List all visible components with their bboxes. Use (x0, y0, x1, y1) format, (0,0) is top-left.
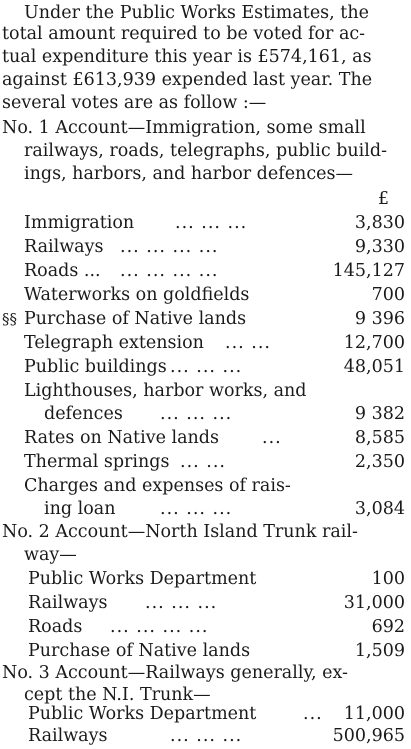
table-row (0, 427, 411, 449)
account2-heading-text: No. 2 Account—North Island Trunk rail- (2, 522, 358, 542)
item-label: Immigration (24, 213, 135, 233)
leader-dots: ... ... ... (170, 357, 243, 377)
leader-dots: ... ... ... (175, 213, 248, 233)
intro-text: Under the Public Works Estimates, the (24, 3, 369, 23)
item-amount: 48,051 (343, 357, 405, 377)
intro-line (0, 92, 411, 114)
item-amount: 9,330 (354, 237, 405, 257)
leader-dots: ... ... ... (160, 499, 233, 519)
item-label: Roads (28, 617, 83, 637)
item-label: Public Works Department (28, 704, 257, 724)
currency-symbol: £ (377, 189, 389, 209)
item-amount: 700 (371, 285, 405, 305)
table-row (0, 498, 411, 520)
item-amount: 31,000 (343, 593, 405, 613)
item-label: Rates on Native lands (24, 428, 219, 448)
intro-line (0, 69, 411, 91)
item-amount: 500,965 (332, 726, 405, 746)
account2-heading-line (0, 521, 411, 543)
item-amount: 100 (371, 569, 405, 589)
item-label: Lighthouses, harbor works, and (24, 381, 307, 401)
account2-heading-line (0, 544, 411, 566)
item-amount: 692 (371, 617, 405, 637)
leader-dots: ... ... ... ... (120, 261, 219, 281)
item-amount: 3,830 (354, 213, 405, 233)
leader-dots: ... (303, 704, 323, 724)
leader-dots: ... ... ... (160, 404, 233, 424)
table-row (0, 592, 411, 614)
table-row (0, 640, 411, 662)
account1-heading-line (0, 140, 411, 162)
item-label: Public Works Department (28, 569, 257, 589)
table-row (0, 308, 411, 330)
intro-line (0, 46, 411, 68)
item-amount: 3,084 (354, 499, 405, 519)
table-row (0, 212, 411, 234)
item-label: defences (44, 404, 123, 424)
item-label: Railways (24, 237, 104, 257)
account1-heading-text: ings, harbors, and harbor defences— (24, 164, 353, 184)
item-label: Roads ... (24, 261, 101, 281)
account3-heading-text: cept the N.I. Trunk— (24, 685, 211, 705)
leader-dots: ... ... (225, 333, 271, 353)
bracket-mark-icon: §§ (2, 310, 17, 328)
item-amount: 1,509 (354, 641, 405, 661)
account1-heading-text: No. 1 Account—Immigration, some small (2, 118, 366, 138)
intro-text: several votes are as follow :— (2, 93, 267, 113)
item-label: Telegraph extension (24, 333, 204, 353)
account2-heading-text: way— (24, 545, 77, 565)
table-row (0, 451, 411, 473)
leader-dots: ... ... ... ... (120, 237, 219, 257)
table-row (0, 725, 411, 747)
account3-heading-text: No. 3 Account—Railways generally, ex- (2, 663, 348, 683)
leader-dots: ... (262, 428, 282, 448)
item-label: Purchase of Native lands (24, 309, 247, 329)
table-row (0, 475, 411, 497)
item-label: ing loan (44, 499, 116, 519)
item-label: Charges and expenses of rais- (24, 476, 291, 496)
table-row (0, 616, 411, 638)
account1-heading-line (0, 117, 411, 139)
item-amount: 145,127 (332, 261, 405, 281)
table-row (0, 236, 411, 258)
leader-dots: ... ... ... (170, 726, 243, 746)
item-amount: 9 382 (354, 404, 405, 424)
item-label: Waterworks on goldfields (24, 285, 250, 305)
account3-heading-line (0, 662, 411, 684)
item-label: Thermal springs (24, 452, 170, 472)
item-amount: 8,585 (354, 428, 405, 448)
item-label: Railways (28, 726, 108, 746)
table-row (0, 356, 411, 378)
item-label: Public buildings (24, 357, 167, 377)
currency-row (0, 188, 411, 210)
table-row (0, 703, 411, 725)
table-row (0, 284, 411, 306)
item-label: Railways (28, 593, 108, 613)
leader-dots: ... ... (180, 452, 226, 472)
account1-heading-line (0, 163, 411, 185)
table-row (0, 403, 411, 425)
leader-dots: ... ... ... (145, 593, 218, 613)
item-amount: 12,700 (343, 333, 405, 353)
intro-text: tual expenditure this year is £574,161, as (2, 47, 372, 67)
item-amount: 2,350 (354, 452, 405, 472)
leader-dots: ... ... ... ... (110, 617, 209, 637)
intro-line (0, 2, 411, 24)
table-row (0, 568, 411, 590)
table-row (0, 260, 411, 282)
intro-text: total amount required to be voted for ac- (2, 24, 366, 44)
item-amount: 9 396 (354, 309, 405, 329)
table-row (0, 332, 411, 354)
item-amount: 11,000 (343, 704, 405, 724)
item-label: Purchase of Native lands (28, 641, 251, 661)
account1-heading-text: railways, roads, telegraphs, public build- (24, 141, 387, 161)
table-row (0, 380, 411, 402)
intro-line (0, 23, 411, 45)
intro-text: against £613,939 expended last year. The (2, 70, 373, 90)
